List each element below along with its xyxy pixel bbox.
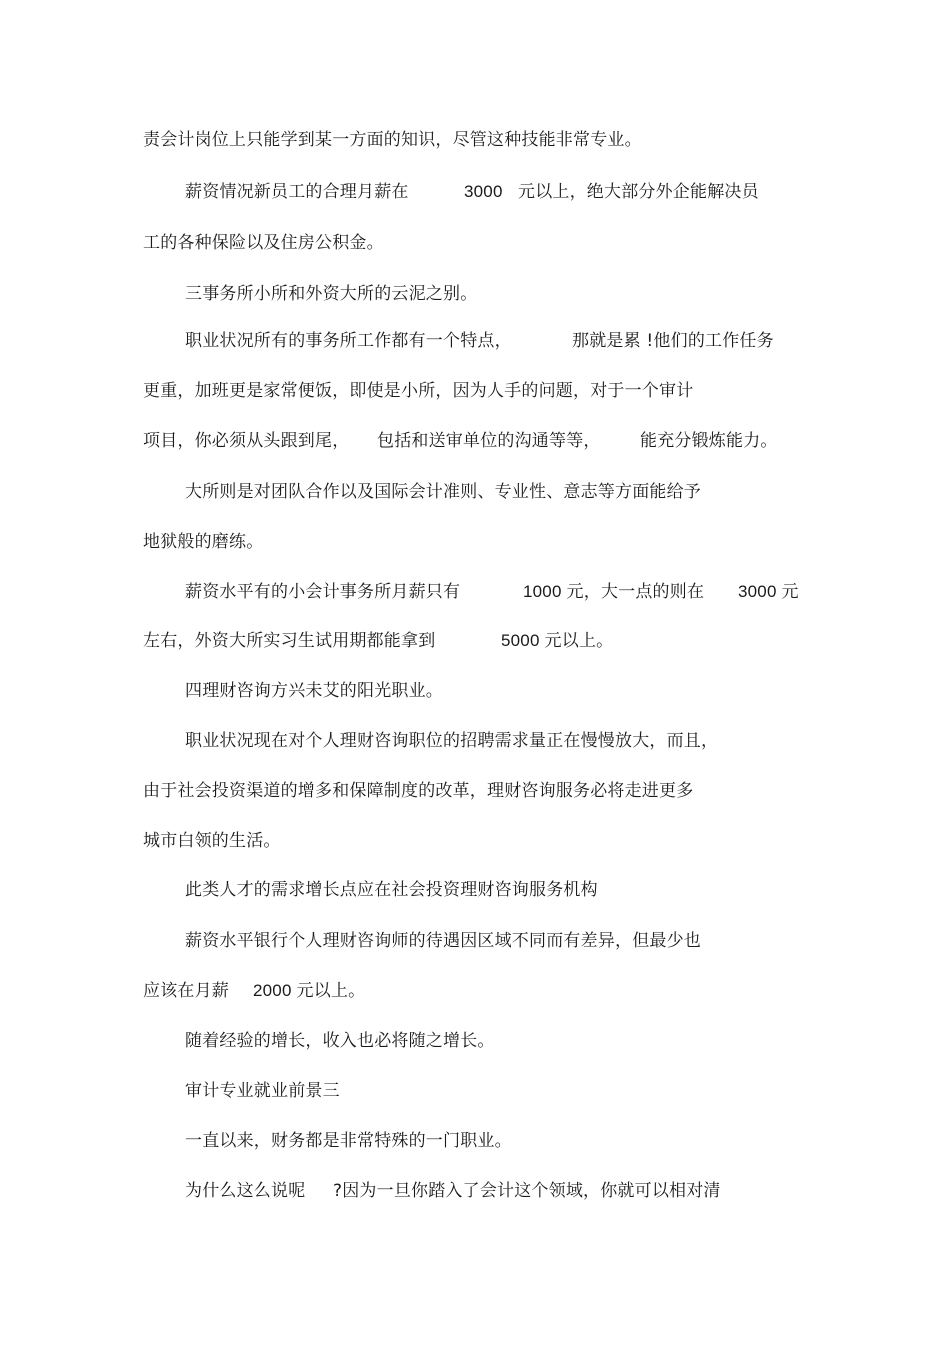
text-line: 城市白领的生活。 — [143, 831, 281, 851]
text-line: 职业状况所有的事务所工作都有一个特点， — [185, 331, 512, 351]
text-line: 2000 元以上。 — [253, 981, 366, 1000]
text-line: 3000 — [464, 182, 503, 201]
text-line: 5000 元以上。 — [501, 631, 614, 650]
text-line: 应该在月薪 — [143, 981, 229, 1001]
text-line: 薪资水平有的小会计事务所月薪只有 — [185, 582, 461, 602]
text-line: 工的各种保险以及住房公积金。 — [143, 233, 384, 253]
text-line: 项目，你必须从头跟到尾， — [143, 431, 350, 451]
text-line: 为什么这么说呢 — [185, 1181, 306, 1201]
text-line: 随着经验的增长，收入也必将随之增长。 — [185, 1031, 495, 1051]
text-line: 地狱般的磨练。 — [143, 532, 264, 552]
text-line: 三事务所小所和外资大所的云泥之别。 — [185, 284, 478, 304]
text-line: 一直以来，财务都是非常特殊的一门职业。 — [185, 1131, 512, 1151]
text-line: ?因为一旦你踏入了会计这个领域，你就可以相对清 — [333, 1181, 721, 1201]
text-line: 包括和送审单位的沟通等等， — [377, 431, 601, 451]
text-line: 四理财咨询方兴未艾的阳光职业。 — [185, 681, 443, 701]
text-line: 薪资水平银行个人理财咨询师的待遇因区域不同而有差异，但最少也 — [185, 931, 701, 951]
text-line: 此类人才的需求增长点应在社会投资理财咨询服务机构 — [185, 880, 598, 900]
text-line: 薪资情况新员工的合理月薪在 — [185, 182, 409, 202]
text-line: 能充分锻炼能力。 — [640, 431, 778, 451]
text-line: 职业状况现在对个人理财咨询职位的招聘需求量正在慢慢放大，而且， — [185, 731, 719, 751]
text-line: 元以上，绝大部分外企能解决员 — [518, 182, 759, 202]
text-line: 1000 元，大一点的则在 — [523, 582, 705, 601]
text-line: 3000 元 — [738, 582, 799, 601]
text-line: 责会计岗位上只能学到某一方面的知识，尽管这种技能非常专业。 — [143, 130, 642, 150]
text-line: 大所则是对团队合作以及国际会计准则、专业性、意志等方面能给予 — [185, 482, 701, 502]
text-line: 由于社会投资渠道的增多和保障制度的改革，理财咨询服务必将走进更多 — [143, 781, 694, 801]
text-line: 左右，外资大所实习生试用期都能拿到 — [143, 631, 436, 651]
text-line: 那就是累 !他们的工作任务 — [572, 331, 774, 351]
text-line: 更重，加班更是家常便饭，即使是小所，因为人手的问题，对于一个审计 — [143, 381, 694, 401]
text-line: 审计专业就业前景三 — [185, 1081, 340, 1101]
